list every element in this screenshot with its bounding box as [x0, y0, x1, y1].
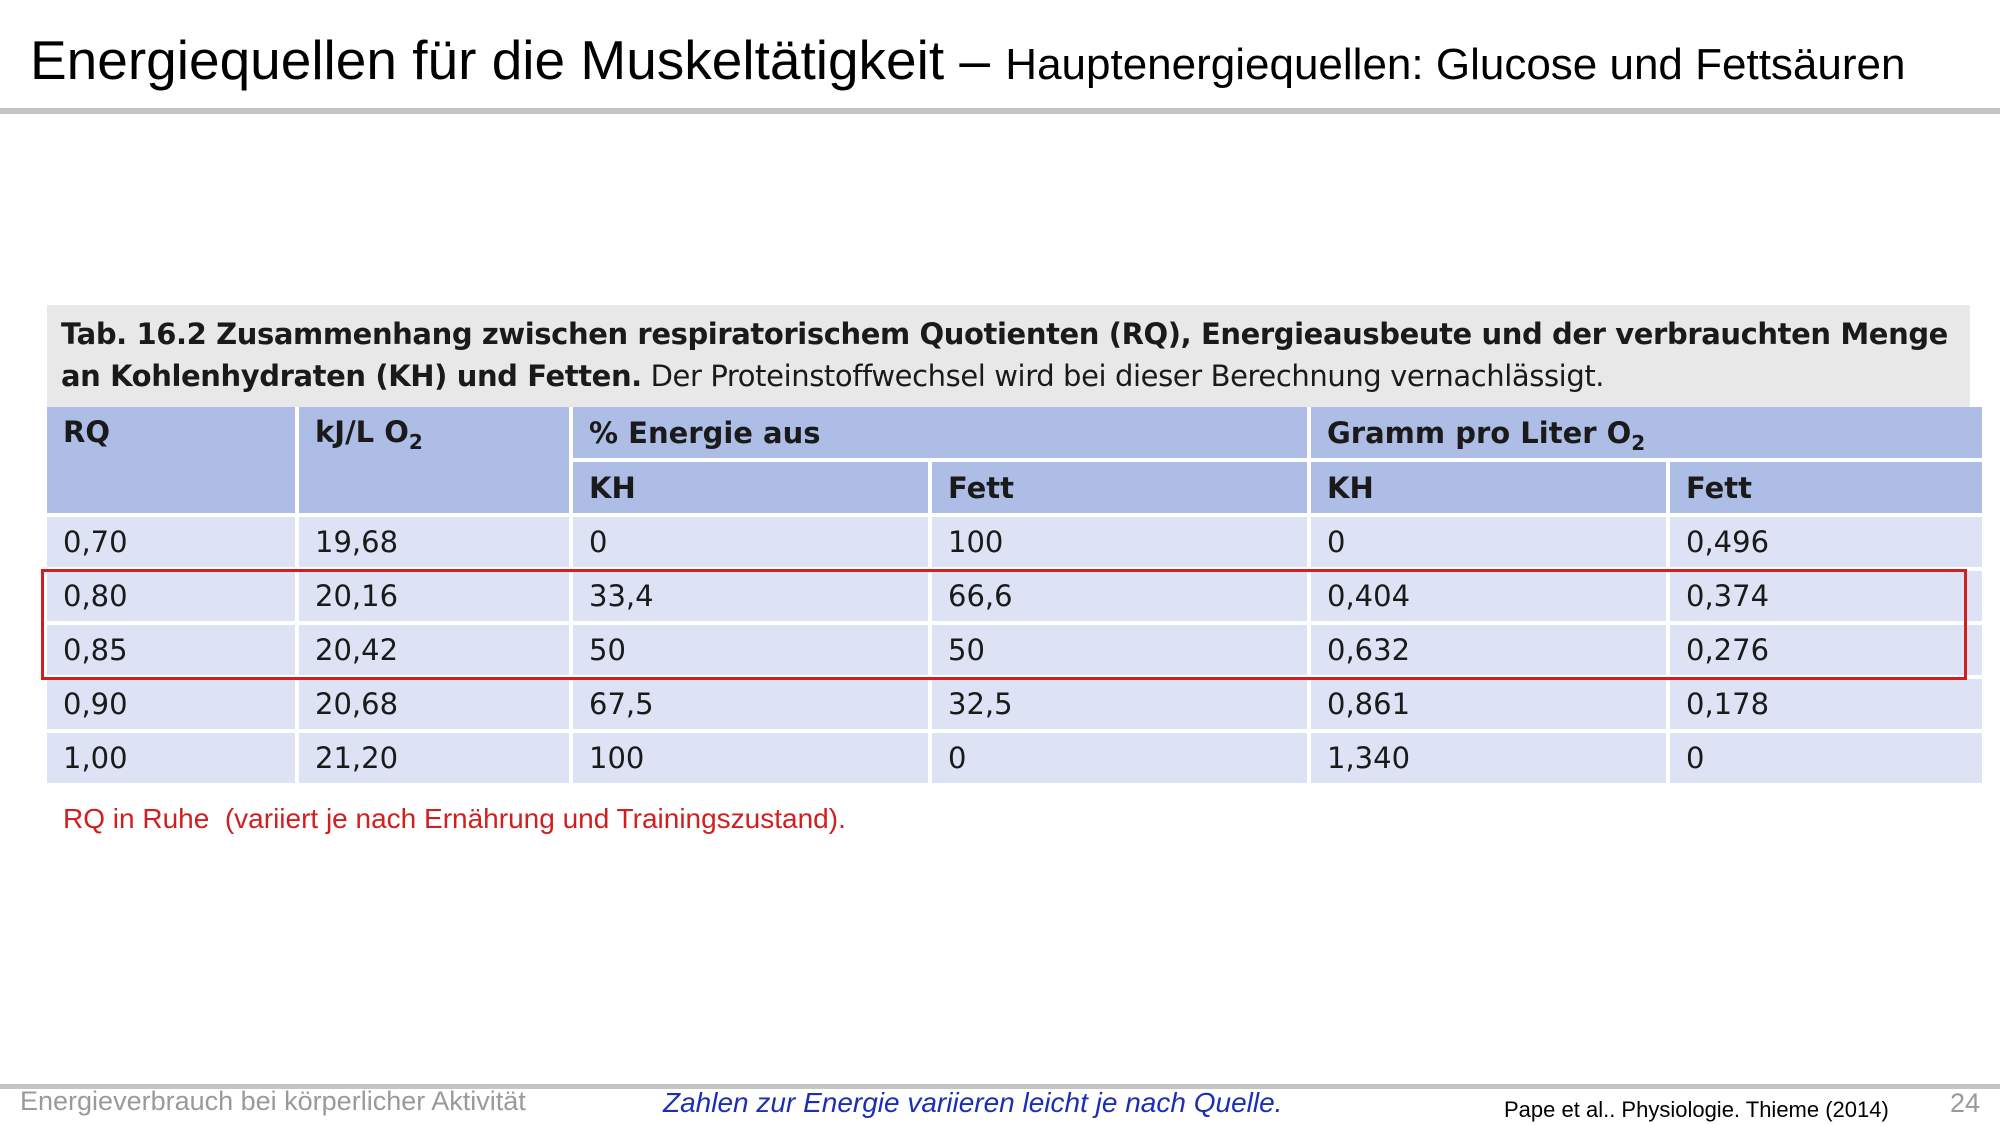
slide-title — [30, 28, 1905, 92]
cell-energie-kh: 100 — [573, 733, 928, 783]
cell-gramm-kh: 0,861 — [1311, 679, 1666, 729]
cell-gramm-kh: 0,404 — [1311, 571, 1666, 621]
cell-energie-fett: 50 — [932, 625, 1307, 675]
cell-gramm-fett: 0,496 — [1670, 517, 1982, 567]
col-header-energie-kh: KH — [573, 462, 928, 513]
cell-energie-kh: 50 — [573, 625, 928, 675]
col-header-kj-text: kJ/L O — [315, 415, 409, 449]
footer-topic: Energieverbrauch bei körperlicher Aktivität — [20, 1086, 526, 1116]
cell-rq: 0,85 — [47, 625, 295, 675]
source-citation: Pape et al.. Physiologie. Thieme (2014) — [1504, 1097, 1889, 1122]
cell-gramm-fett: 0,178 — [1670, 679, 1982, 729]
cell-gramm-fett: 0 — [1670, 733, 1982, 783]
page-number: 24 — [1950, 1088, 1981, 1118]
table-row — [47, 517, 1982, 567]
cell-rq: 0,70 — [47, 517, 295, 567]
col-header-gramm-subscript: 2 — [1631, 430, 1646, 455]
cell-kj: 21,20 — [299, 733, 569, 783]
cell-energie-fett: 0 — [932, 733, 1307, 783]
col-header-rq: RQ — [47, 407, 295, 513]
cell-energie-fett: 100 — [932, 517, 1307, 567]
rest-rq-note: RQ in Ruhe (variiert je nach Ernährung und Trainingszustand). — [63, 803, 846, 834]
rq-table-figure — [47, 305, 1970, 787]
cell-gramm-kh: 1,340 — [1311, 733, 1666, 783]
col-header-kj-subscript: 2 — [408, 430, 423, 454]
caption-bold: Tab. 16.2 Zusammenhang zwischen respiratorischem Quotienten (RQ), Energieausbeute und der verbrauchten Menge an Kohlenhydraten (KH) und Fetten. — [61, 317, 1948, 393]
footer-remark: Zahlen zur Energie variieren leicht je nach Quelle. — [663, 1087, 1283, 1118]
cell-gramm-kh: 0,632 — [1311, 625, 1666, 675]
col-header-energie-fett: Fett — [932, 462, 1307, 513]
cell-rq: 0,80 — [47, 571, 295, 621]
cell-kj: 20,16 — [299, 571, 569, 621]
cell-rq: 1,00 — [47, 733, 295, 783]
cell-kj: 20,42 — [299, 625, 569, 675]
cell-rq: 0,90 — [47, 679, 295, 729]
cell-gramm-kh: 0 — [1311, 517, 1666, 567]
cell-gramm-fett: 0,374 — [1670, 571, 1982, 621]
cell-energie-kh: 33,4 — [573, 571, 928, 621]
cell-energie-kh: 67,5 — [573, 679, 928, 729]
table-row — [47, 679, 1982, 729]
header-row-1 — [47, 407, 1982, 458]
col-header-gramm-kh: KH — [1311, 462, 1666, 513]
cell-kj: 20,68 — [299, 679, 569, 729]
table-caption — [47, 305, 1970, 407]
title-main: Energiequellen für die Muskeltätigkeit – — [30, 29, 1006, 91]
col-header-gramm-text: Gramm pro Liter O — [1327, 415, 1632, 450]
cell-energie-fett: 32,5 — [932, 679, 1307, 729]
slide-header — [0, 0, 2000, 110]
cell-energie-kh: 0 — [573, 517, 928, 567]
col-header-gramm-fett: Fett — [1670, 462, 1982, 513]
table-row — [47, 733, 1982, 783]
col-header-gramm — [1311, 407, 1982, 458]
cell-kj: 19,68 — [299, 517, 569, 567]
col-header-energie: % Energie aus — [573, 407, 1307, 458]
col-header-kj — [299, 407, 569, 513]
caption-rest: Der Proteinstoffwechsel wird bei dieser Berechnung vernachlässigt. — [641, 359, 1605, 393]
cell-energie-fett: 66,6 — [932, 571, 1307, 621]
title-sub: Hauptenergiequellen: Glucose und Fettsäuren — [1005, 40, 1906, 89]
highlight-rest-rq-rows — [41, 569, 1967, 680]
cell-gramm-fett: 0,276 — [1670, 625, 1982, 675]
header-divider — [0, 108, 2000, 114]
